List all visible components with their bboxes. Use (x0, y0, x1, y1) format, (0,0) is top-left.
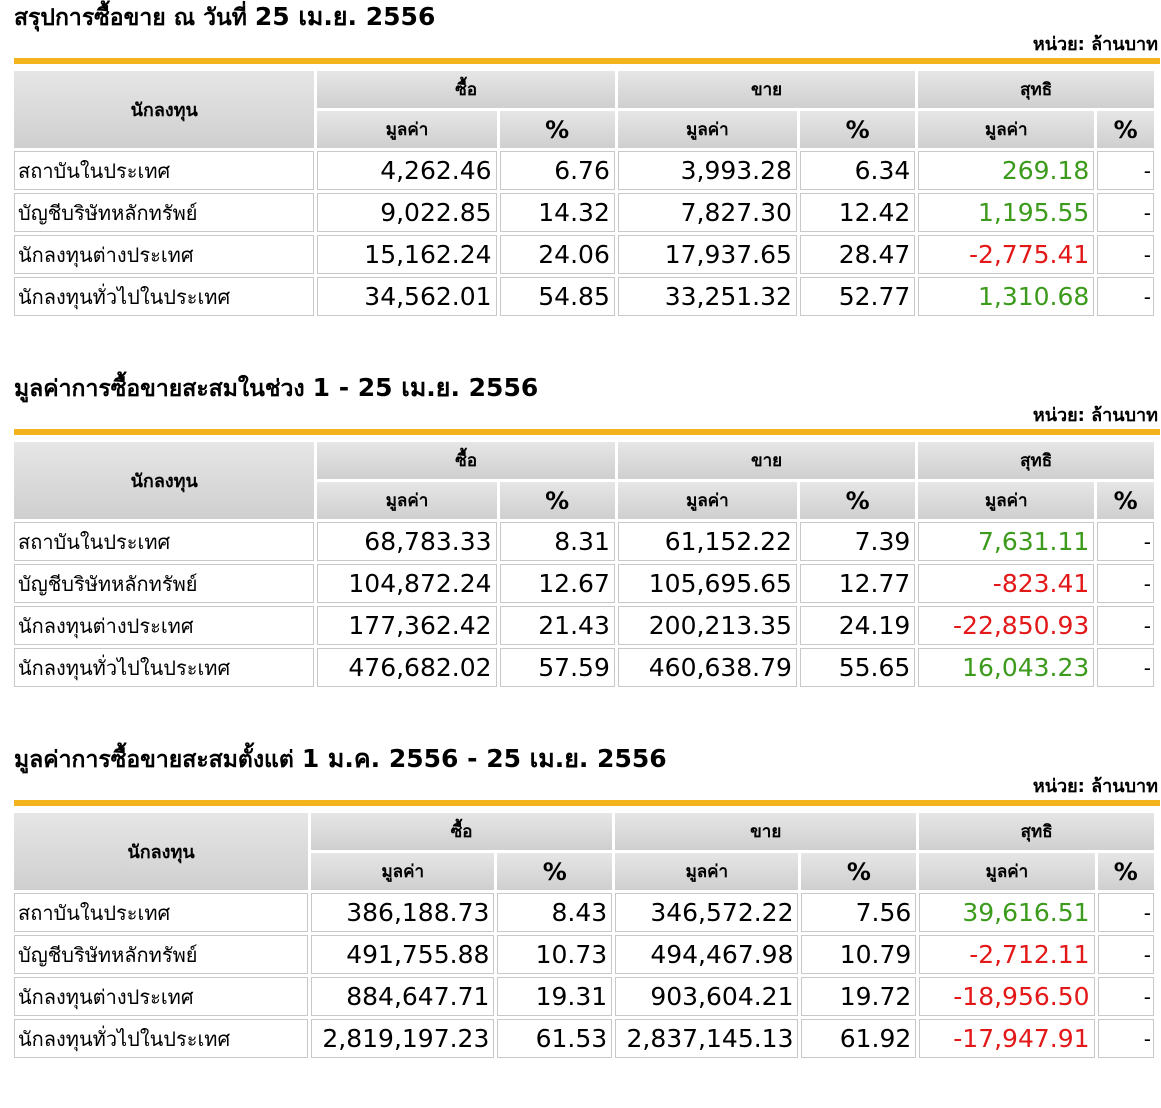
header-buy-pct: % (497, 853, 612, 890)
table-body (14, 522, 1154, 687)
sell-pct-cell: 24.19 (800, 606, 915, 645)
net-value-cell: -2,712.11 (919, 935, 1094, 974)
buy-pct-cell: 8.43 (497, 893, 612, 932)
investor-name-cell: นักลงทุนต่างประเทศ (14, 977, 308, 1016)
header-buy: ซื้อ (317, 71, 614, 108)
header-sell-pct: % (800, 111, 915, 148)
buy-value-cell: 884,647.71 (311, 977, 494, 1016)
unit-label: หน่วย: ล้านบาท (1032, 776, 1158, 797)
header-sell-pct: % (801, 853, 916, 890)
sell-pct-cell: 12.42 (800, 193, 915, 232)
net-pct-cell: - (1097, 193, 1154, 232)
table-row (14, 977, 1154, 1016)
sell-value-cell: 7,827.30 (618, 193, 797, 232)
section-title: มูลค่าการซื้อขายสะสมตั้งแต่ 1 ม.ค. 2556 - 25 เม.ย. 2556 (14, 744, 667, 773)
sell-pct-cell: 52.77 (800, 277, 915, 316)
net-value-cell: -18,956.50 (919, 977, 1094, 1016)
section-month-to-date (14, 373, 1160, 690)
accent-bar (14, 800, 1160, 806)
header-sell-value: มูลค่า (615, 853, 798, 890)
header-net-value: มูลค่า (918, 482, 1094, 519)
net-value-cell: -2,775.41 (918, 235, 1094, 274)
header-buy-value: มูลค่า (317, 111, 496, 148)
net-value-cell: 1,310.68 (918, 277, 1094, 316)
header-buy-value: มูลค่า (317, 482, 496, 519)
investor-name-cell: บัญชีบริษัทหลักทรัพย์ (14, 193, 314, 232)
net-value-cell: 7,631.11 (918, 522, 1094, 561)
buy-pct-cell: 12.67 (500, 564, 615, 603)
net-value-cell: 39,616.51 (919, 893, 1094, 932)
table-row (14, 564, 1154, 603)
sell-pct-cell: 10.79 (801, 935, 916, 974)
net-pct-cell: - (1097, 648, 1154, 687)
sell-value-cell: 200,213.35 (618, 606, 797, 645)
sell-value-cell: 494,467.98 (615, 935, 798, 974)
section-title: สรุปการซื้อขาย ณ วันที่ 25 เม.ย. 2556 (14, 2, 436, 31)
buy-pct-cell: 14.32 (500, 193, 615, 232)
net-value-cell: 1,195.55 (918, 193, 1094, 232)
investor-name-cell: บัญชีบริษัทหลักทรัพย์ (14, 935, 308, 974)
sell-pct-cell: 19.72 (801, 977, 916, 1016)
header-net: สุทธิ (918, 71, 1154, 108)
trading-table (11, 68, 1157, 319)
sell-value-cell: 33,251.32 (618, 277, 797, 316)
net-pct-cell: - (1098, 935, 1154, 974)
header-sell-pct: % (800, 482, 915, 519)
investor-name-cell: สถาบันในประเทศ (14, 151, 314, 190)
buy-value-cell: 476,682.02 (317, 648, 496, 687)
trading-table (11, 810, 1157, 1061)
investor-name-cell: บัญชีบริษัทหลักทรัพย์ (14, 564, 314, 603)
sell-value-cell: 903,604.21 (615, 977, 798, 1016)
sell-value-cell: 105,695.65 (618, 564, 797, 603)
header-net-pct: % (1098, 853, 1154, 890)
table-body (14, 151, 1154, 316)
buy-value-cell: 15,162.24 (317, 235, 496, 274)
buy-value-cell: 386,188.73 (311, 893, 494, 932)
buy-pct-cell: 61.53 (497, 1019, 612, 1058)
buy-value-cell: 2,819,197.23 (311, 1019, 494, 1058)
sell-value-cell: 61,152.22 (618, 522, 797, 561)
net-pct-cell: - (1097, 151, 1154, 190)
table-row (14, 151, 1154, 190)
sell-pct-cell: 28.47 (800, 235, 915, 274)
header-buy-value: มูลค่า (311, 853, 494, 890)
table-body (14, 893, 1154, 1058)
buy-value-cell: 177,362.42 (317, 606, 496, 645)
sell-pct-cell: 61.92 (801, 1019, 916, 1058)
header-sell: ขาย (618, 442, 915, 479)
trading-table (11, 439, 1157, 690)
investor-name-cell: นักลงทุนต่างประเทศ (14, 235, 314, 274)
header-buy: ซื้อ (317, 442, 614, 479)
sell-value-cell: 3,993.28 (618, 151, 797, 190)
table-row (14, 193, 1154, 232)
buy-pct-cell: 6.76 (500, 151, 615, 190)
table-row (14, 606, 1154, 645)
net-pct-cell: - (1097, 606, 1154, 645)
investor-name-cell: สถาบันในประเทศ (14, 522, 314, 561)
sell-value-cell: 2,837,145.13 (615, 1019, 798, 1058)
net-pct-cell: - (1098, 977, 1154, 1016)
header-buy-pct: % (500, 482, 615, 519)
buy-value-cell: 9,022.85 (317, 193, 496, 232)
sell-value-cell: 460,638.79 (618, 648, 797, 687)
header-investor: นักลงทุน (14, 71, 314, 148)
investor-name-cell: นักลงทุนต่างประเทศ (14, 606, 314, 645)
net-value-cell: -22,850.93 (918, 606, 1094, 645)
buy-value-cell: 68,783.33 (317, 522, 496, 561)
net-pct-cell: - (1097, 564, 1154, 603)
accent-bar (14, 429, 1160, 435)
investor-name-cell: นักลงทุนทั่วไปในประเทศ (14, 277, 314, 316)
table-row (14, 235, 1154, 274)
sell-pct-cell: 12.77 (800, 564, 915, 603)
section-title: มูลค่าการซื้อขายสะสมในช่วง 1 - 25 เม.ย. 2556 (14, 373, 539, 402)
table-row (14, 893, 1154, 932)
table-row (14, 935, 1154, 974)
net-value-cell: 269.18 (918, 151, 1094, 190)
unit-label: หน่วย: ล้านบาท (1032, 405, 1158, 426)
header-buy-pct: % (500, 111, 615, 148)
accent-bar (14, 58, 1160, 64)
buy-pct-cell: 57.59 (500, 648, 615, 687)
header-sell-value: มูลค่า (618, 111, 797, 148)
buy-value-cell: 104,872.24 (317, 564, 496, 603)
net-pct-cell: - (1098, 1019, 1154, 1058)
net-pct-cell: - (1097, 235, 1154, 274)
sell-pct-cell: 7.56 (801, 893, 916, 932)
buy-pct-cell: 19.31 (497, 977, 612, 1016)
investor-name-cell: สถาบันในประเทศ (14, 893, 308, 932)
unit-label: หน่วย: ล้านบาท (1032, 34, 1158, 55)
table-row (14, 1019, 1154, 1058)
buy-pct-cell: 21.43 (500, 606, 615, 645)
header-net-value: มูลค่า (919, 853, 1094, 890)
sell-value-cell: 346,572.22 (615, 893, 798, 932)
header-investor: นักลงทุน (14, 442, 314, 519)
header-buy: ซื้อ (311, 813, 612, 850)
header-sell: ขาย (615, 813, 916, 850)
header-net: สุทธิ (918, 442, 1154, 479)
net-pct-cell: - (1098, 893, 1154, 932)
header-sell: ขาย (618, 71, 915, 108)
sell-pct-cell: 55.65 (800, 648, 915, 687)
header-investor: นักลงทุน (14, 813, 308, 890)
section-year-to-date (14, 744, 1160, 1061)
net-pct-cell: - (1097, 277, 1154, 316)
header-net-value: มูลค่า (918, 111, 1094, 148)
section-daily-summary (14, 2, 1160, 319)
net-value-cell: -17,947.91 (919, 1019, 1094, 1058)
buy-value-cell: 34,562.01 (317, 277, 496, 316)
table-row (14, 648, 1154, 687)
header-net: สุทธิ (919, 813, 1154, 850)
header-net-pct: % (1097, 482, 1154, 519)
sell-pct-cell: 7.39 (800, 522, 915, 561)
header-sell-value: มูลค่า (618, 482, 797, 519)
buy-value-cell: 4,262.46 (317, 151, 496, 190)
header-net-pct: % (1097, 111, 1154, 148)
buy-value-cell: 491,755.88 (311, 935, 494, 974)
investor-name-cell: นักลงทุนทั่วไปในประเทศ (14, 648, 314, 687)
net-value-cell: -823.41 (918, 564, 1094, 603)
buy-pct-cell: 54.85 (500, 277, 615, 316)
net-value-cell: 16,043.23 (918, 648, 1094, 687)
buy-pct-cell: 24.06 (500, 235, 615, 274)
buy-pct-cell: 10.73 (497, 935, 612, 974)
sell-pct-cell: 6.34 (800, 151, 915, 190)
table-row (14, 277, 1154, 316)
investor-name-cell: นักลงทุนทั่วไปในประเทศ (14, 1019, 308, 1058)
table-row (14, 522, 1154, 561)
buy-pct-cell: 8.31 (500, 522, 615, 561)
sell-value-cell: 17,937.65 (618, 235, 797, 274)
net-pct-cell: - (1097, 522, 1154, 561)
